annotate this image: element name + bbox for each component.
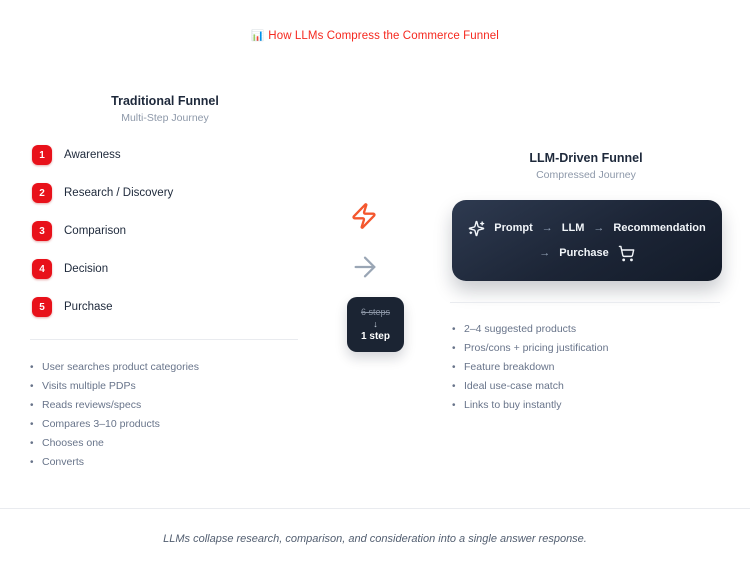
left-divider: [30, 339, 298, 340]
step-label: Research / Discovery: [64, 187, 174, 199]
arrow-right-icon: [349, 251, 381, 283]
llm-funnel-subheading: Compressed Journey: [536, 169, 636, 181]
page-title-text: How LLMs Compress the Commerce Funnel: [268, 30, 499, 42]
traditional-funnel-heading: Traditional Funnel: [111, 94, 219, 108]
funnel-step-comparison: [32, 221, 173, 241]
bullet-item: • Links to buy instantly: [452, 396, 732, 415]
bullet-item: • User searches product categories: [30, 358, 310, 377]
flow-step-llm: LLM: [561, 222, 585, 234]
step-label: Decision: [64, 263, 109, 275]
step-number-badge: 4: [32, 259, 52, 279]
traditional-bullet-list: [30, 358, 310, 472]
flow-arrow-icon: →: [541, 222, 553, 234]
shopping-cart-icon: [618, 245, 635, 262]
flow-arrow-icon: →: [539, 247, 551, 259]
step-label: Comparison: [64, 225, 126, 237]
arrow-down-icon: ↓: [373, 319, 378, 329]
llm-flow-line-1: [468, 220, 705, 237]
compress-from-label: 6 steps: [360, 307, 391, 317]
step-number-badge: 5: [32, 297, 52, 317]
flow-arrow-icon: →: [593, 222, 605, 234]
funnel-step-research: [32, 183, 173, 203]
bullet-item: • Feature breakdown: [452, 358, 732, 377]
flow-step-recommendation: Recommendation: [613, 222, 706, 234]
bottom-divider: [0, 508, 750, 509]
bullet-item: • Ideal use-case match: [452, 377, 732, 396]
traditional-funnel-subheading: Multi-Step Journey: [121, 112, 209, 124]
bullet-item: • Converts: [30, 453, 310, 472]
zap-icon: [350, 202, 378, 230]
traditional-steps-list: [32, 145, 173, 335]
step-compression-badge: [347, 297, 404, 352]
bullet-item: • Chooses one: [30, 434, 310, 453]
flow-step-purchase: Purchase: [559, 247, 609, 259]
llm-flow-card: [452, 200, 722, 281]
funnel-step-decision: [32, 259, 173, 279]
page-title: [0, 29, 750, 42]
step-label: Purchase: [64, 301, 113, 313]
funnel-step-awareness: [32, 145, 173, 165]
bullet-item: • 2–4 suggested products: [452, 320, 732, 339]
step-number-badge: 2: [32, 183, 52, 203]
step-label: Awareness: [64, 149, 121, 161]
llm-bullet-list: [452, 320, 732, 415]
step-number-badge: 1: [32, 145, 52, 165]
bullet-item: • Compares 3–10 products: [30, 415, 310, 434]
funnel-step-purchase: [32, 297, 173, 317]
sparkles-icon: [468, 220, 485, 237]
right-divider: [450, 302, 720, 303]
compress-to-label: 1 step: [361, 331, 390, 342]
bullet-item: • Pros/cons + pricing justification: [452, 339, 732, 358]
bullet-item: • Visits multiple PDPs: [30, 377, 310, 396]
step-number-badge: 3: [32, 221, 52, 241]
footer-caption: LLMs collapse research, comparison, and consideration into a single answer response.: [163, 533, 587, 545]
bullet-item: • Reads reviews/specs: [30, 396, 310, 415]
bar-chart-icon: 📊: [251, 30, 265, 42]
flow-step-prompt: Prompt: [494, 222, 533, 234]
llm-funnel-heading: LLM-Driven Funnel: [529, 151, 643, 165]
llm-flow-line-2: [539, 245, 635, 262]
